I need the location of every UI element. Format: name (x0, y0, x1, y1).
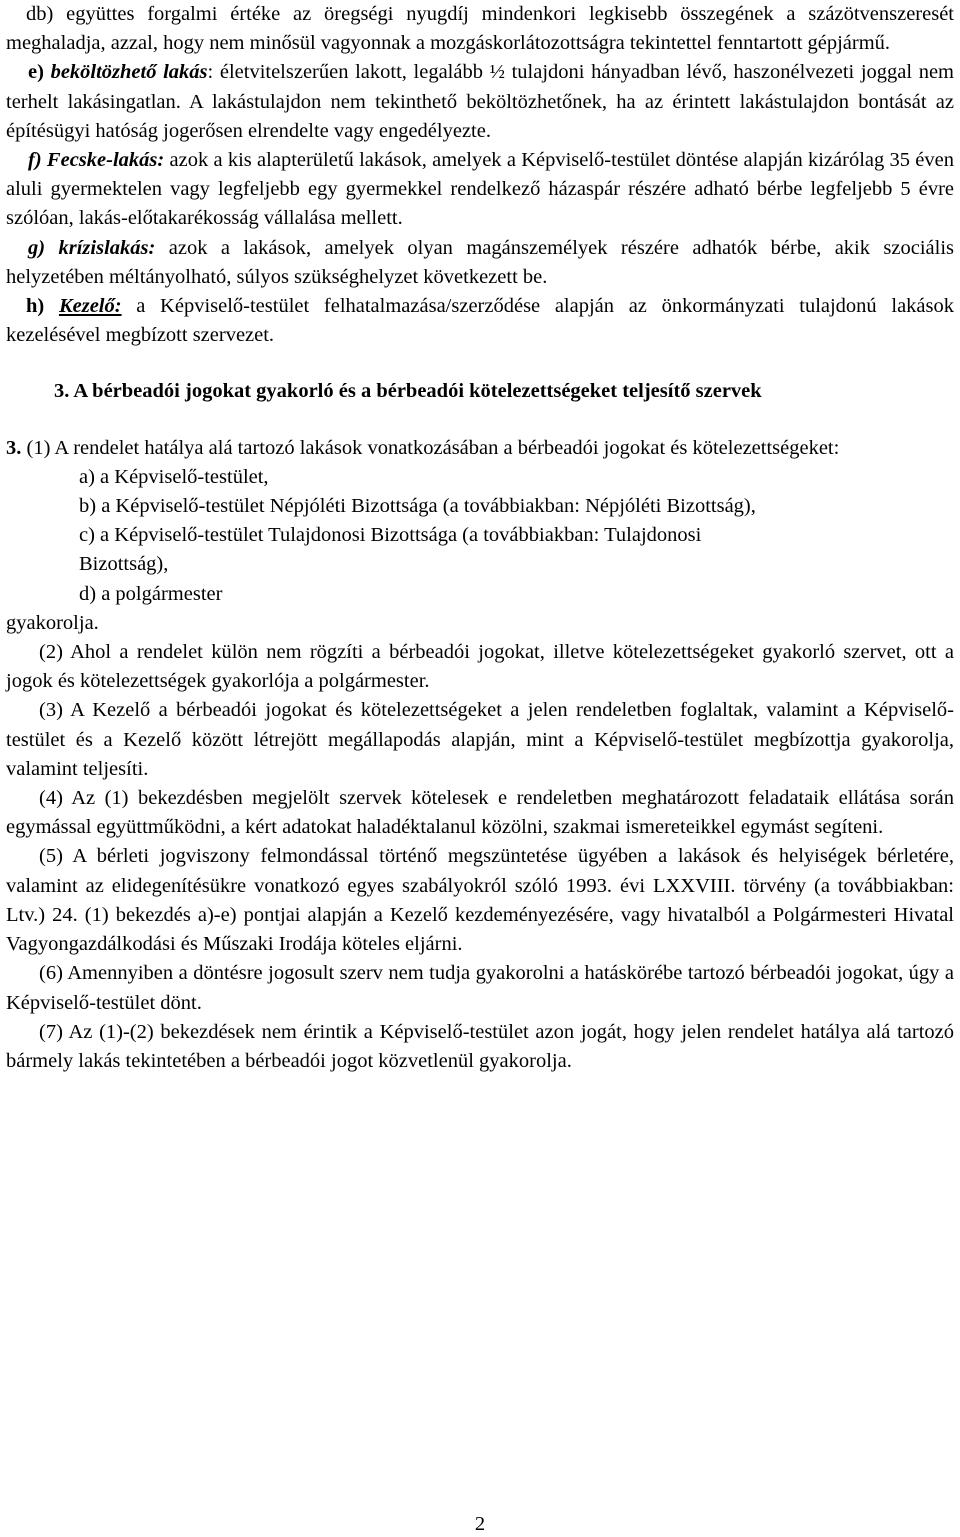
paragraph-3-2: (2) Ahol a rendelet külön nem rögzíti a bérbeadói jogokat, illetve kötelezettségeket gyakorló szervet, ott a jogok és kötelezettségek gyakorlója a polgármester. (6, 641, 954, 693)
paragraph-3-3: (3) A Kezelő a bérbeadói jogokat és kötelezettségeket a jelen rendeletben foglaltak, valamint a Képviselő-testület és a Kezelő között létrejött megállapodás alapján, mint a Képviselő-testület megbízottja gyakorolja, valamint teljesíti. (6, 699, 954, 780)
paragraph-g (6, 234, 954, 292)
page-number: 2 (474, 1513, 486, 1535)
e-term: beköltözhető lakás (50, 61, 208, 84)
g-term: g) krízislakás: (28, 236, 156, 259)
h-label: h) (26, 295, 45, 318)
e-text: : életvitelszerűen lakott, legalább ½ tulajdoni hányadban lévő, haszonélvezeti joggal nem terhelt lakásingatlan. A lakástulajdon nem tekinthető beköltözhetőnek, ha az érintett lakástulajdon bontását az építésügyi hatóság jogerősen elrendelte vagy engedélyezte. (6, 61, 955, 142)
h-text: a Képviselő-testület felhatalmazása/szerződése alapján az önkormányzati tulajdonú lakások kezelésével megbízott szervezet. (6, 295, 954, 347)
list-item: b) a Képviselő-testület Népjóléti Bizottsága (a továbbiakban: Népjóléti Bizottság), (79, 495, 756, 518)
paragraph-3-4: (4) Az (1) bekezdésben megjelölt szervek kötelesek e rendeletben meghatározott feladataik ellátása során egymással együttműködni, a kért adatokat haladéktalanul közölni, szakmai ismereteikkel egymást segíteni. (6, 787, 954, 839)
paragraph-3-6: (6) Amennyiben a döntésre jogosult szerv nem tudja gyakorolni a hatáskörébe tartozó bérbeadói jogokat, úgy a Képviselő-testület dönt. (6, 962, 954, 1014)
paragraph-3-7: (7) Az (1)-(2) bekezdések nem érintik a Képviselő-testület azon jogát, hogy jelen rendelet hatálya alá tartozó bármely lakás tekintetében a bérbeadói jogot közvetlenül gyakorolja. (6, 1020, 954, 1072)
section-3-label: 3. (6, 436, 22, 459)
list-item: Bizottság), (79, 553, 169, 576)
paragraph-3-1 (6, 434, 954, 463)
paragraph-h (6, 292, 954, 350)
paragraph-f (6, 146, 954, 234)
f-text: azok a kis alapterületű lakások, amelyek a Képviselő-testület döntése alapján kizárólag 35 éven aluli gyermektelen vagy legfeljebb egy gyermekkel rendelkező házaspár részére adható bérbe legfeljebb 5 évre szólóan, lakás-előtakarékosság vállalása mellett. (6, 149, 955, 230)
section-3-p1: (1) A rendelet hatálya alá tartozó lakások vonatkozásában a bérbeadói jogokat és kötelezettségeket: (21, 436, 840, 459)
f-term: f) Fecske-lakás: (28, 149, 165, 172)
authority-list (6, 463, 954, 609)
paragraph-3-1-end: gyakorolja. (6, 611, 99, 634)
e-label: e) (28, 61, 44, 84)
list-item: c) a Képviselő-testület Tulajdonosi Bizottsága (a továbbiakban: Tulajdonosi (79, 524, 702, 547)
db-text: db) együttes forgalmi értéke az öregségi nyugdíj mindenkori legkisebb összegének a százötvenszeresét meghaladja, azzal, hogy nem minősül vagyonnak a mozgáskorlátozottságra tekintettel fenntartott gépjármű. (6, 3, 954, 55)
g-text: azok a lakások, amelyek olyan magánszemélyek részére adhatók bérbe, akik szociális helyzetében méltányolható, súlyos szükséghelyzet következett be. (6, 236, 955, 288)
paragraph-db (6, 0, 954, 58)
list-item: d) a polgármester (79, 582, 223, 605)
h-term: Kezelő: (58, 295, 122, 318)
document-page (6, 0, 954, 1076)
paragraph-e (6, 58, 954, 146)
list-item: a) a Képviselő-testület, (79, 465, 269, 488)
section-heading: 3. A bérbeadói jogokat gyakorló és a bérbeadói kötelezettségeket teljesítő szervek (54, 380, 762, 403)
paragraph-3-5: (5) A bérleti jogviszony felmondással történő megszüntetése ügyében a lakások és helyiségek bérletére, valamint az elidegenítésükre vonatkozó egyes szabályokról szóló 1993. évi LXXVIII. törvény (a továbbiakban: Ltv.) 24. (1) bekezdés a)-e) pontjai alapján a Kezelő kezdeményezésére, vagy hivatalból a Polgármesteri Hivatal Vagyongazdálkodási és Műszaki Irodája köteles eljárni. (6, 845, 954, 956)
